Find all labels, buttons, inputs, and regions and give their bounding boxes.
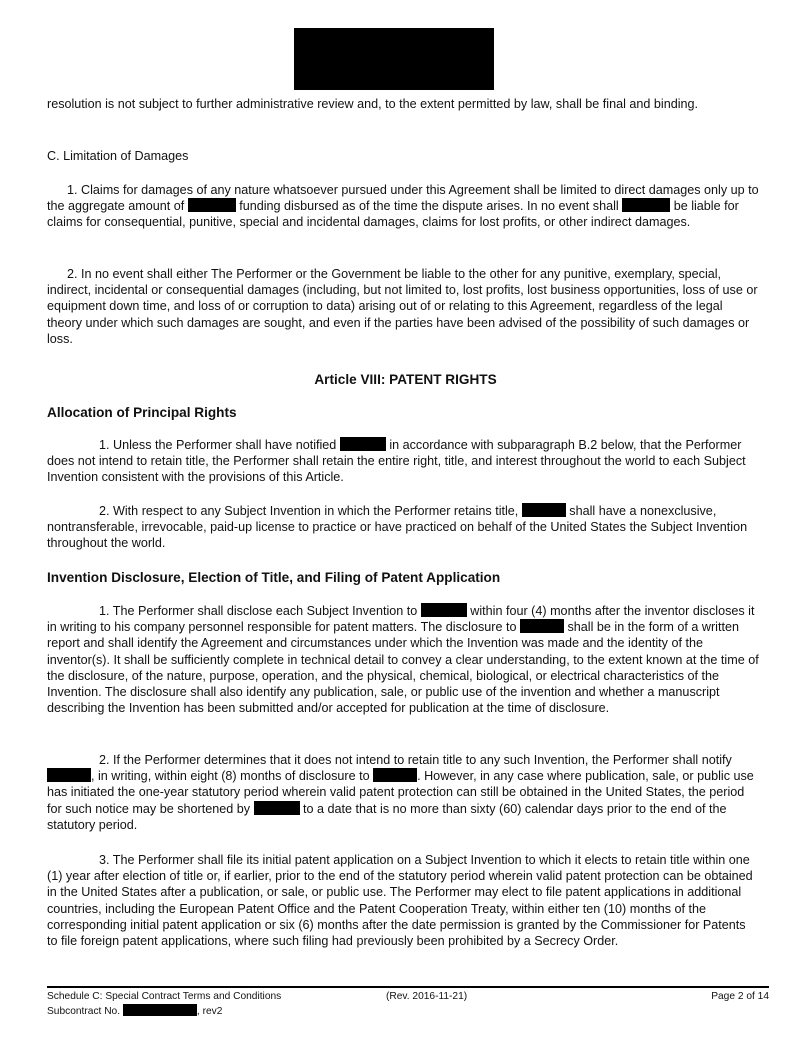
redaction-box [123, 1004, 197, 1016]
footer-rule [47, 986, 769, 988]
paragraph-a2: 2. With respect to any Subject Invention in which the Performer retains title, shall have a nonexclusive, nontransferable, irrevocable, paid-up license to practice or have practiced on behalf of the United States the Subject Invention throughout the world. [47, 504, 748, 551]
paragraph-c2: 2. In no event shall either The Performer or the Government be liable to the other for any punitive, exemplary, special, indirect, incidental or consequential damages (including, but not limited to, lost profits, lost business opportunities, loss of use or equipment down time, and loss of or corruption to data) arising out of or relating to this Agreement, regardless of the legal theory under which such damages are sought, and even if the parties have been advised of the possibility of such damages or loss. [47, 267, 758, 346]
header-redaction [294, 28, 494, 90]
redaction-box [254, 801, 300, 815]
paragraph-resolution: resolution is not subject to further administrative review and, to the extent permitted by law, shall be final and binding. [47, 97, 699, 111]
redaction-box [188, 198, 236, 212]
heading-allocation: Allocation of Principal Rights [47, 405, 237, 420]
section-c-title: C. Limitation of Damages [47, 149, 189, 163]
paragraph-d1: 1. The Performer shall disclose each Subject Invention to within four (4) months after the inventor discloses it in writing to his company personnel responsible for patent matters. The disclosure to shall be in the form of a written report and shall identify the Agreement and circumstances under which the Invention was made and the identity of the inventor(s). It shall be sufficiently complete in technical detail to convey a clear understanding, to the extent known at the time of the disclosure, of the nature, purpose, operation, and the physical, chemical, biological, or electrical characteristics of the Invention. The disclosure shall also identify any publication, sale, or public use of the invention and whether a manuscript describing the Invention has been submitted and/or accepted for publication at the time of disclosure. [47, 604, 759, 716]
redaction-box [421, 603, 467, 617]
redaction-box [522, 503, 566, 517]
paragraph-c1: 1. Claims for damages of any nature whatsoever pursued under this Agreement shall be limited to direct damages only up to the aggregate amount of funding disbursed as of the time the dispute arises. In no event shall be liable for claims for consequential, punitive, special and incidental damages, claims for lost profits, or other indirect damages. [47, 183, 759, 230]
redaction-box [373, 768, 417, 782]
redaction-box [622, 198, 670, 212]
paragraph-d3: 3. The Performer shall file its initial patent application on a Subject Invention to which it elects to retain title within one (1) year after election of title or, if earlier, prior to the end of the statutory period wherein valid patent protection can be obtained in the United States after a publication, or sale, or public use. The Performer may elect to file patent applications in additional countries, including the European Patent Office and the Patent Cooperation Treaty, within either ten (10) months of the corresponding initial patent application or six (6) months after the date permission is granted by the Commissioner for Patents to file foreign patent applications, where such filing had previously been prohibited by a Secrecy Order. [47, 853, 753, 949]
footer-page-number: Page 2 of 14 [711, 991, 769, 1002]
redaction-box [520, 619, 564, 633]
redaction-box [340, 437, 386, 451]
footer-schedule: Schedule C: Special Contract Terms and Conditions [47, 991, 282, 1002]
footer-subcontract: Subcontract No. , rev2 [47, 1006, 223, 1017]
article-title: Article VIII: PATENT RIGHTS [314, 372, 497, 387]
redaction-box [47, 768, 91, 782]
heading-disclosure: Invention Disclosure, Election of Title, and Filing of Patent Application [47, 570, 501, 585]
paragraph-d2: 2. If the Performer determines that it does not intend to retain title to any such Invention, the Performer shall notify , in writing, within eight (8) months of disclosure to . However, in any case where publication, sale, or public use has initiated the one-year statutory period wherein valid patent protection can still be obtained in the United States, the period for such notice may be shortened by to a date that is no more than sixty (60) calendar days prior to the end of the statutory period. [47, 753, 754, 832]
footer-revision: (Rev. 2016-11-21) [386, 991, 468, 1002]
paragraph-a1: 1. Unless the Performer shall have notified in accordance with subparagraph B.2 below, that the Performer does not intend to retain title, the Performer shall retain the entire right, title, and interest throughout the world to each Subject Invention consistent with the provisions of this Article. [47, 438, 746, 485]
